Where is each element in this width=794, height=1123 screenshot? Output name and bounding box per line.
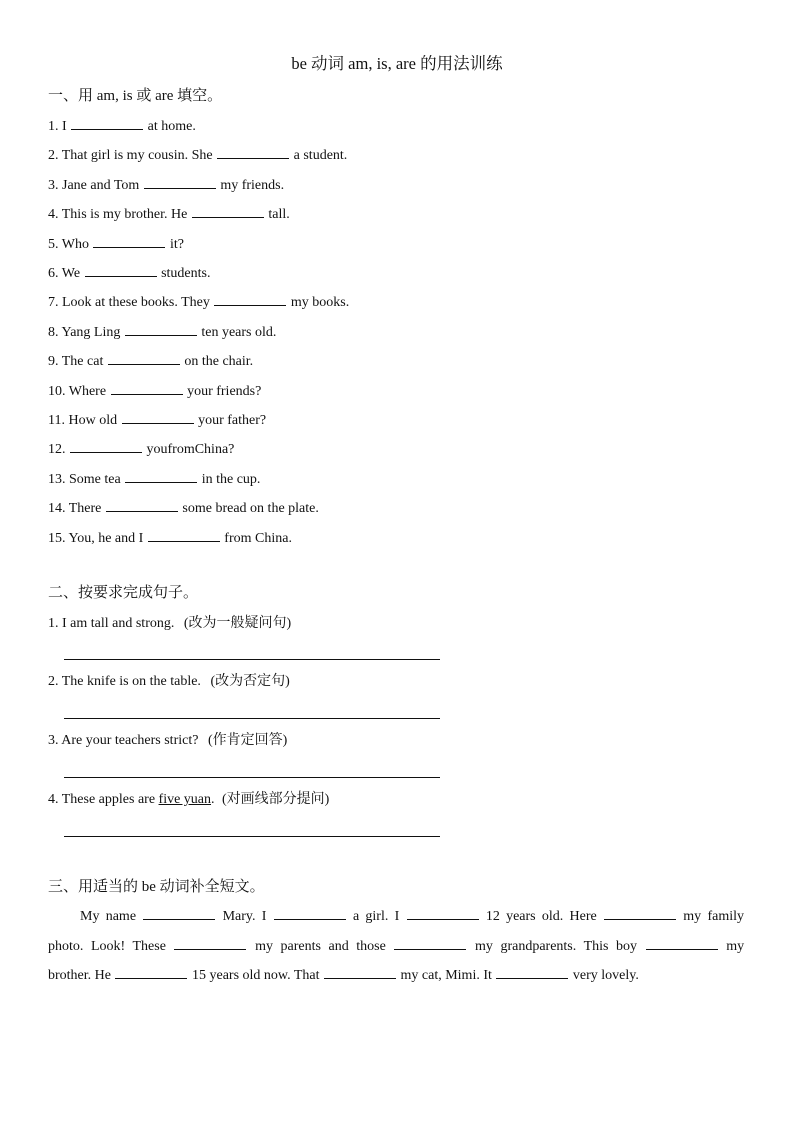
part3-passage <box>48 902 744 991</box>
item-number: 2. <box>48 148 59 164</box>
item-text-before: Look at these books. They <box>62 295 210 311</box>
item-number: 4. <box>48 207 59 223</box>
item-number: 3. <box>48 177 59 193</box>
question-hint: (改为一般疑问句) <box>183 616 292 631</box>
item-text-after: my books. <box>290 295 350 311</box>
item-number: 12. <box>48 442 66 458</box>
underlined-phrase: five yuan <box>158 792 212 807</box>
item-text-after: a student. <box>293 148 348 164</box>
answer-blank[interactable] <box>125 468 197 483</box>
answer-blank[interactable] <box>144 174 216 189</box>
part2-question-1 <box>48 614 291 634</box>
item-text-before: That girl is my cousin. She <box>61 148 213 164</box>
answer-blank[interactable] <box>108 350 180 365</box>
page-title: be 动词 am, is, are 的用法训练 <box>291 54 503 73</box>
fill-blank-item <box>48 321 276 343</box>
question-text: 1. I am tall and strong. <box>48 616 175 631</box>
fill-blank-item <box>48 468 260 490</box>
passage-row-2: photo. Look! These my parents and those my grandparents. This boy my <box>48 932 744 962</box>
answer-blank[interactable] <box>407 905 479 920</box>
item-number: 8. <box>48 324 59 340</box>
fill-blank-item <box>48 497 319 519</box>
item-text-before: Where <box>68 383 107 399</box>
question-hint: (改为否定句) <box>210 674 290 689</box>
answer-blank[interactable] <box>122 409 194 424</box>
answer-blank[interactable] <box>111 380 183 395</box>
answer-blank[interactable] <box>143 905 215 920</box>
fill-blank-item <box>48 350 253 372</box>
part3-heading: 三、用适当的 be 动词补全短文。 <box>48 879 265 895</box>
item-text-after: your friends? <box>187 383 262 399</box>
item-number: 6. <box>48 266 59 281</box>
item-text-after: youfromChina? <box>146 442 235 458</box>
item-text-after: ten years old. <box>201 324 277 340</box>
question-text: 4. These apples are <box>48 792 156 807</box>
item-text-before: Who <box>61 236 89 252</box>
fill-blank-item <box>48 144 347 166</box>
question-hint: (作肯定回答) <box>207 733 288 748</box>
fill-blank-item <box>48 291 349 313</box>
answer-blank[interactable] <box>71 115 143 130</box>
item-text-after: from China. <box>224 530 292 546</box>
item-number: 13. <box>48 471 66 487</box>
item-text-after: at home. <box>147 119 196 134</box>
fill-blank-item <box>48 174 284 196</box>
item-number: 15. <box>48 530 66 546</box>
answer-blank[interactable] <box>217 144 289 159</box>
answer-blank[interactable] <box>148 527 220 542</box>
item-text-after: it? <box>169 236 184 252</box>
fill-blank-item <box>48 380 261 402</box>
fill-blank-item <box>48 115 196 137</box>
item-number: 9. <box>48 354 59 370</box>
part1-heading: 一、用 am, is 或 are 填空。 <box>48 88 223 104</box>
item-text-before: Jane and Tom <box>62 177 140 193</box>
fill-blank-item <box>48 409 266 431</box>
item-text-after: tall. <box>268 207 290 223</box>
answer-blank[interactable] <box>192 203 264 218</box>
item-text-before: Some tea <box>69 471 121 487</box>
answer-blank[interactable] <box>214 291 286 306</box>
answer-blank[interactable] <box>604 905 676 920</box>
fill-blank-item <box>48 438 234 460</box>
item-number: 14. <box>48 501 66 517</box>
item-text-after: my friends. <box>220 177 285 193</box>
answer-blank[interactable] <box>646 935 718 950</box>
answer-blank[interactable] <box>174 935 246 950</box>
question-text: 2. The knife is on the table. <box>48 674 201 689</box>
item-text-after: on the chair. <box>184 354 254 370</box>
part2-question-3 <box>48 731 287 751</box>
item-text-before: We <box>61 266 81 281</box>
question-hint: (对画线部分提问) <box>222 792 330 807</box>
item-text-after: students. <box>161 266 211 281</box>
answer-blank[interactable] <box>106 497 178 512</box>
fill-blank-item <box>48 203 290 225</box>
answer-blank[interactable] <box>496 964 568 979</box>
item-number: 10. <box>48 383 66 399</box>
answer-blank[interactable] <box>125 321 197 336</box>
item-number: 1. <box>48 119 59 134</box>
answer-blank[interactable] <box>70 438 142 453</box>
item-text-after: some bread on the plate. <box>182 501 319 517</box>
part2-question-4 <box>48 790 329 810</box>
answer-line-3[interactable] <box>64 777 440 778</box>
item-text-after: your father? <box>198 413 267 428</box>
item-text-before: There <box>68 501 102 517</box>
answer-line-4[interactable] <box>64 836 440 837</box>
part2-heading: 二、按要求完成句子。 <box>48 585 199 601</box>
part2-question-2 <box>48 672 290 692</box>
passage-row-3: brother. He 15 years old now. That my cat, Mimi. It very lovely. <box>48 961 744 991</box>
item-text-before: This is my brother. He <box>61 207 188 223</box>
passage-row-1: My name Mary. I a girl. I 12 years old. Here my family <box>48 902 744 932</box>
item-number: 5. <box>48 236 59 252</box>
item-number: 7. <box>48 295 59 311</box>
answer-line-2[interactable] <box>64 718 440 719</box>
item-text-before: How old <box>68 413 118 428</box>
question-punct: . <box>211 792 215 807</box>
item-text-before: The cat <box>61 354 104 370</box>
fill-blank-item <box>48 233 184 255</box>
answer-blank[interactable] <box>394 935 466 950</box>
question-text: 3. Are your teachers strict? <box>48 733 199 748</box>
answer-blank[interactable] <box>274 905 346 920</box>
item-text-before: Yang Ling <box>61 324 121 340</box>
fill-blank-item <box>48 262 210 284</box>
answer-blank[interactable] <box>93 233 165 248</box>
item-text-before: You, he and I <box>68 530 144 546</box>
answer-blank[interactable] <box>115 964 187 979</box>
item-text-after: in the cup. <box>201 471 261 487</box>
answer-blank[interactable] <box>324 964 396 979</box>
answer-blank[interactable] <box>85 262 157 277</box>
answer-line-1[interactable] <box>64 659 440 660</box>
item-text-before: I <box>62 119 67 134</box>
fill-blank-item <box>48 527 292 549</box>
item-number: 11. <box>48 413 65 428</box>
